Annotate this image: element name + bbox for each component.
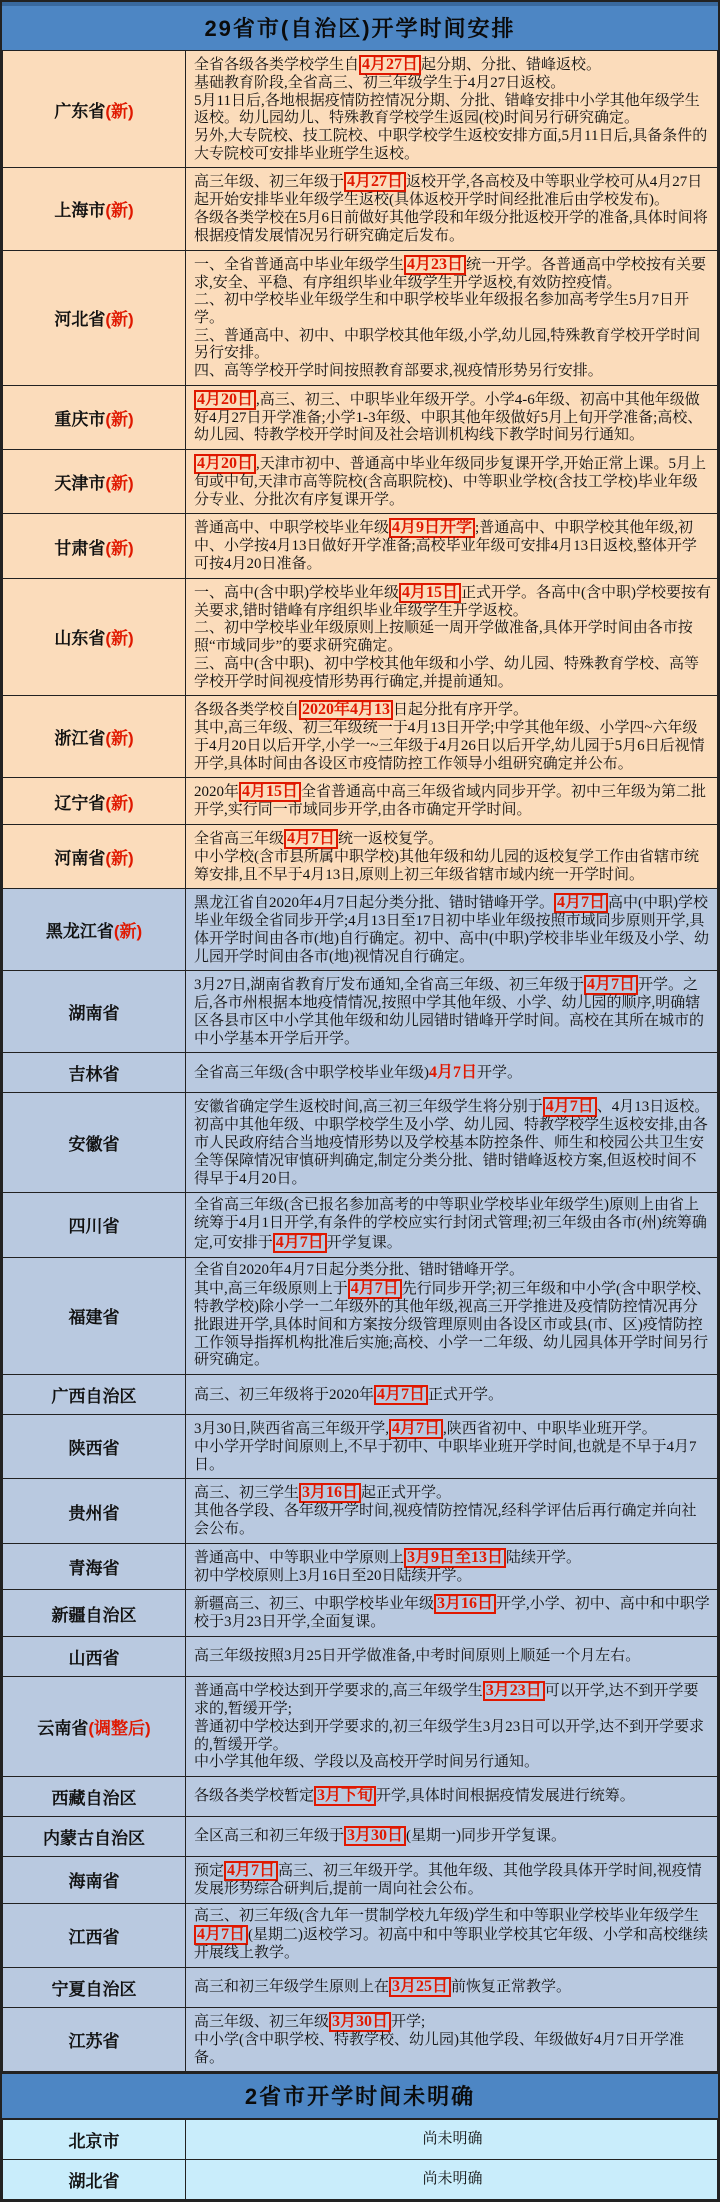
province-name: 云南省(调整后): [3, 1677, 186, 1777]
province-row: [3, 2007, 718, 2071]
province-status-text: 尚未明确: [186, 2120, 718, 2160]
schedule-line: 高三年级、初三年级 3月30日 开学;: [194, 2012, 426, 2030]
province-row: [3, 578, 718, 695]
schedule-line: 二、初中学校毕业年级学生和中职学校毕业年级报名参加高考学生5月7日开学。: [194, 292, 690, 326]
schedule-line: 初中学校原则上3月16日至20日陆续开学。: [194, 1567, 472, 1584]
province-schedule-text: [186, 1053, 718, 1093]
schedule-line: 高三年级按照3月25日开学做准备,中考时间原则上顺延一个月左右。: [194, 1647, 641, 1664]
province-schedule-text: [186, 385, 718, 449]
highlighted-date: 3月下旬: [314, 1786, 376, 1806]
schedule-line: 中小学开学时间原则上,不早于初中、中职毕业班开学时间,也就是不早于4月7日。: [194, 1439, 697, 1473]
highlighted-date: 2020年4月13: [299, 700, 393, 720]
unclear-province-row: [3, 2120, 718, 2160]
province-name: 宁夏自治区: [3, 1967, 186, 2007]
province-name: 辽宁省(新): [3, 778, 186, 825]
highlighted-date: 4月15日: [239, 782, 301, 802]
highlighted-date: 4月23日: [404, 255, 466, 275]
province-row: [3, 1677, 718, 1777]
province-row: [3, 1257, 718, 1374]
province-row: [3, 1543, 718, 1590]
schedule-line: 4月20日 ,天津市初中、普通高中毕业年级同步复课开学,开始正常上课。5月上旬或中旬,天津市高等院校(含高职院校)、中等职业学校(含技工学校)毕业年级分专业、分批次有序复课开学。: [194, 455, 707, 508]
province-status-tag: (新): [113, 922, 143, 942]
highlighted-date: 4月15日: [399, 583, 461, 603]
province-schedule-text: [186, 1093, 718, 1193]
schedule-line: 普通初中学校达到开学要求的,初三年级学生3月23日可以开学,达不到开学要求的,暂缓开学。: [194, 1718, 705, 1753]
highlighted-date: 3月16日: [299, 1483, 361, 1503]
province-row: [3, 1776, 718, 1816]
province-name: 湖南省: [3, 971, 186, 1053]
schedule-line: 全省高三年级(含中职学校毕业年级)4月7日开学。: [194, 1063, 523, 1081]
schedule-line: 全省高三年级 4月7日 统一返校复学。: [194, 829, 444, 847]
unclear-province-row: [3, 2160, 718, 2200]
schedule-line: 黑龙江省自2020年4月7日起分类分批、错时错峰开学。 4月7日 高中(中职)学校毕业年级全省同步开学;4月13日至17日初中毕业年级按照市域同步原则开学,具体开学时间由各市(地)自行确定。初中、高中(中职)学校非毕业年级及小学、幼儿园开学时间由各市(地)视情况自行确定。: [194, 894, 709, 965]
schedule-line: 预定 4月7日 高三、初三年级开学。其他年级、其他学段具体开学时间,视疫情发展形势综合研判后,提前一周向社会公布。: [194, 1861, 702, 1897]
schedule-line: 新疆高三、初三、中职学校毕业年级 3月16日 开学,小学、初中、高中和中职学校于3月23日开学,全面复课。: [194, 1595, 710, 1631]
highlighted-date: 4月7日: [554, 893, 608, 913]
province-schedule-text: [186, 450, 718, 514]
province-schedule-text: [186, 168, 718, 250]
province-name: 新疆自治区: [3, 1590, 186, 1637]
province-schedule-text: [186, 51, 718, 168]
province-schedule-text: [186, 1257, 718, 1374]
province-schedule-text: [186, 2007, 718, 2071]
highlighted-date: 4月7日: [389, 1419, 443, 1439]
province-status-tag: (新): [105, 310, 134, 330]
province-row: [3, 1816, 718, 1856]
highlighted-date: 4月7日: [284, 829, 338, 849]
province-row: [3, 1193, 718, 1257]
province-schedule-text: [186, 578, 718, 695]
highlighted-date: 4月20日: [194, 454, 256, 474]
province-status-text: 尚未明确: [186, 2160, 718, 2200]
schedule-line: 普通高中学校达到开学要求的,高三年级学生 3月23日 可以开学,达不到开学要求的,暂缓开学;: [194, 1682, 699, 1718]
province-status-tag: (新): [105, 474, 134, 494]
province-schedule-text: [186, 1856, 718, 1903]
province-schedule-text: [186, 824, 718, 888]
schedule-line: 二、初中学校毕业年级原则上按顺延一周开学做准备,具体开学时间由各市按照“市域同步”的要求研究确定。: [194, 620, 693, 655]
province-status-tag: (新): [105, 409, 134, 429]
province-schedule-text: [186, 1479, 718, 1543]
highlighted-date: 3月9日至13日: [404, 1548, 506, 1568]
highlighted-date: 4月7日: [584, 975, 638, 995]
province-row: [3, 1590, 718, 1637]
schedule-line: 全省各级各类学校学生自 4月27日 起分期、分批、错峰返校。: [194, 56, 602, 73]
province-name: 陕西省: [3, 1415, 186, 1479]
schedule-line: 三、普通高中、初中、中职学校其他年级,小学,幼儿园,特殊教育学校开学时间另行安排。: [194, 327, 701, 362]
province-schedule-text: [186, 1375, 718, 1415]
province-name: 天津市(新): [3, 450, 186, 514]
schedule-line: 普通高中、中职学校毕业年级 4月9日开学 ;普通高中、中职学校其他年级,初中、小学按4月13日做好开学准备;高校毕业年级可安排4月13日返校,整体开学可按4月20日准备。: [194, 519, 697, 573]
province-name: 山西省: [3, 1637, 186, 1677]
province-status-tag: (新): [105, 729, 134, 749]
schedule-line: 高三、初三年级(含九年一贯制学校九年级)学生和中等职业学校毕业年级学生4月7日 (星期二)返校学习。初高中和中等职业学校其它年级、小学和高校继续开展线上教学。: [194, 1907, 709, 1962]
highlighted-date: 4月7日: [224, 1861, 278, 1881]
province-schedule-text: [186, 971, 718, 1053]
province-row: [3, 1053, 718, 1093]
province-name: 河北省(新): [3, 250, 186, 385]
province-status-tag: (新): [105, 629, 134, 649]
schedule-line: 3月30日,陕西省高三年级开学, 4月7日 ,陕西省初中、中职毕业班开学。: [194, 1420, 657, 1437]
province-status-tag: (新): [105, 101, 134, 121]
unclear-table: [2, 2119, 718, 2200]
province-name: 山东省(新): [3, 578, 186, 695]
highlighted-date: 3月30日: [329, 2012, 391, 2032]
province-schedule-text: [186, 1967, 718, 2007]
schedule-line: 3月27日,湖南省教育厅发布通知,全省高三年级、初三年级于 4月7日 开学。之后,各市州根据本地疫情情况,按照中学其他年级、小学、幼儿园的顺序,明确辖区各县市区中小学其他年级和幼儿园错时错峰开学时间。高校在其所在城市的中小学基本开学后开学。: [194, 976, 705, 1047]
province-row: [3, 514, 718, 578]
highlighted-date: 3月30日: [344, 1826, 406, 1846]
province-schedule-text: [186, 1637, 718, 1677]
province-row: [3, 889, 718, 971]
schedule-line: 全区高三和初三年级于 3月30日 (星期一)同步开学复课。: [194, 1827, 567, 1845]
province-schedule-text: [186, 1816, 718, 1856]
province-schedule-text: [186, 1903, 718, 1967]
schedule-line: 其中,高三年级原则上于 4月7日 先行同步开学;初三年级和中小学(含中职学校、特教学校)除小学一二年级外的其他年级,视高三开学推进及疫情防控情况再分批跟进开学,具体时间和方案按分级管理原则由各设区市或县(市、区)疫情防控工作领导指挥机构批准后实施;高校、小学一二年级、幼儿园具体开学时间另行研究确定。: [194, 1280, 711, 1369]
highlighted-date: 4月9日开学: [389, 518, 475, 538]
province-row: [3, 696, 718, 778]
province-schedule-text: [186, 696, 718, 778]
highlighted-date: 4月7日: [194, 1925, 248, 1945]
province-name: 福建省: [3, 1257, 186, 1374]
province-row: [3, 1856, 718, 1903]
schedule-line: 一、全省普通高中毕业年级学生 4月23日 统一开学。各普通高中学校按有关要求,安全、平稳、有序组织毕业年级学生开学返校,有效防控疫情。: [194, 255, 707, 291]
highlighted-date: 4月20日: [194, 390, 256, 410]
schedule-line: 高三、初三年级将于2020年 4月7日 正式开学。: [194, 1385, 504, 1403]
schedule-line: 另外,大专院校、技工院校、中职学校学生返校安排方面,5月11日后,具备条件的大专院校可安排毕业班学生返校。: [194, 128, 708, 162]
schedule-line: 4月20日 ,高三、初三、中职毕业年级开学。小学4-6年级、初高中其他年级做好4月27日开学准备;小学1-3年级、中职其他年级做好5月上旬开学准备;高校、幼儿园、特教学校开学时间及社会培训机构线下教学时间另行通知。: [194, 390, 703, 444]
schedule-line: 5月11日后,各地根据疫情防控情况分期、分批、错峰安排中小学其他年级学生返校。幼儿园幼儿、特殊教育学校学生返园(校)时间另行研究确定。: [194, 92, 700, 127]
province-name: 黑龙江省(新): [3, 889, 186, 971]
highlighted-date: 4月7日: [429, 1063, 478, 1081]
schedule-line: 各级各类学校自 2020年4月13 日起分批有序开学。: [194, 701, 529, 719]
province-name: 江西省: [3, 1903, 186, 1967]
province-row: [3, 1479, 718, 1543]
province-name: 西藏自治区: [3, 1776, 186, 1816]
province-row: [3, 1637, 718, 1677]
province-row: [3, 824, 718, 888]
province-name: 海南省: [3, 1856, 186, 1903]
schedule-line: 四、高等学校开学时间按照教育部要求,视疫情形势另行安排。: [194, 362, 603, 379]
province-name: 内蒙古自治区: [3, 1816, 186, 1856]
highlighted-date: 4月27日: [344, 172, 406, 192]
unclear-table-body: [3, 2120, 718, 2200]
province-row: [3, 450, 718, 514]
schedule-line: 安徽省确定学生返校时间,高三初三年级学生将分别于 4月7日 、4月13日返校。初高中其他年级、中职学校学生及小学、幼儿园、特教学校学生返校安排,由各市人民政府结合当地疫情形势以及学校基本防控条件、师生和校园公共卫生安全等保障情况审慎研判确定,制定分类分批、错时错峰返校方案,但返校时间不得早于4月20日。: [194, 1098, 710, 1187]
highlighted-date: 3月23日: [483, 1681, 545, 1701]
provinces-table-body: [3, 51, 718, 2072]
highlighted-date: 4月27日: [359, 55, 421, 75]
province-schedule-text: [186, 1415, 718, 1479]
highlighted-date: 4月7日: [348, 1279, 402, 1299]
province-status-tag: (调整后): [88, 1719, 151, 1738]
province-schedule-text: [186, 1590, 718, 1637]
main-section-title: 29省市(自治区)开学时间安排: [204, 16, 516, 41]
schedule-line: 普通高中、中等职业中学原则上 3月9日至13日 陆续开学。: [194, 1548, 582, 1566]
province-name: 浙江省(新): [3, 696, 186, 778]
province-row: [3, 1903, 718, 1967]
schedule-line: 高三和初三年级学生原则上在 3月25日 前恢复正常教学。: [194, 1978, 572, 1996]
province-name: 安徽省: [3, 1093, 186, 1193]
schedule-line: 2020年 4月15日 全省普通高中高三年级省域内同步开学。初中三年级为第二批开学,实行同一市域同步开学,由各市确定开学时间。: [194, 783, 707, 819]
province-schedule-text: [186, 1776, 718, 1816]
schedule-line: 三、高中(含中职)、初中学校其他年级和小学、幼儿园、特殊教育学校、高等学校开学时间视疫情形势再行确定,并提前通知。: [194, 655, 699, 690]
highlighted-date: 4月7日: [374, 1385, 428, 1405]
schedule-line: 中小学其他年级、学段以及高校开学时间另行通知。: [194, 1754, 540, 1771]
province-schedule-text: [186, 514, 718, 578]
province-name: 湖北省: [3, 2160, 186, 2200]
province-schedule-text: [186, 1677, 718, 1777]
province-row: [3, 385, 718, 449]
province-schedule-text: [186, 889, 718, 971]
province-row: [3, 51, 718, 168]
province-schedule-text: [186, 778, 718, 825]
schedule-line: 一、高中(含中职)学校毕业年级 4月15日 正式开学。各高中(含中职)学校要按有关要求,错时错峰有序组织毕业年级学生开学返校。: [194, 583, 712, 619]
province-name: 河南省(新): [3, 824, 186, 888]
province-name: 青海省: [3, 1543, 186, 1590]
province-status-tag: (新): [105, 538, 134, 558]
schedule-line: 基础教育阶段,全省高三、初三年级学生于4月27日返校。: [194, 75, 566, 91]
province-row: [3, 971, 718, 1053]
province-schedule-text: [186, 250, 718, 385]
schedule-line: 各级各类学校在5月6日前做好其他学段和年级分批返校开学的准备,具体时间将根据疫情发展情况另行研究确定后发布。: [194, 210, 708, 244]
schedule-line: 高三年级、初三年级于 4月27日 返校开学,各高校及中等职业学校可从4月27日起开始安排毕业年级学生返校(具体返校开学时间经批准后由学校发布)。: [194, 173, 703, 209]
highlighted-date: 3月25日: [389, 1977, 451, 1997]
highlighted-date: 4月7日: [543, 1097, 597, 1117]
province-name: 贵州省: [3, 1479, 186, 1543]
province-row: [3, 1967, 718, 2007]
unclear-section-title: 2省市开学时间未明确: [244, 2084, 476, 2110]
province-status-tag: (新): [105, 201, 134, 221]
province-name: 重庆市(新): [3, 385, 186, 449]
province-name: 上海市(新): [3, 168, 186, 250]
schedule-line: 中小学(含中职学校、特教学校、幼儿园)其他学段、年级做好4月7日开学准备。: [194, 2031, 684, 2066]
province-row: [3, 250, 718, 385]
schedule-line: 全省自2020年4月7日起分类分批、错时错峰开学。: [194, 1261, 525, 1278]
unclear-section-header: [2, 2072, 718, 2119]
schedule-line: 中小学校(含市县所属中职学校)其他年级和幼儿园的返校复学工作由省辖市统筹安排,且不早于4月13日,原则上初三年级省辖市域内统一开学时间。: [194, 848, 699, 883]
province-name: 四川省: [3, 1193, 186, 1257]
province-name: 甘肃省(新): [3, 514, 186, 578]
province-row: [3, 1093, 718, 1193]
schedule-line: 其中,高三年级、初三年级统一于4月13日开学;中学其他年级、小学四~六年级于4月20日以后开学,小学一~三年级于4月26日以后开学,幼儿园于5月6日后视情开学,具体时间由各设区市疫情防控工作领导小组研究确定并公布。: [194, 720, 705, 772]
schedule-line: 高三、初三学生 3月16日 起正式开学。: [194, 1484, 452, 1502]
schedule-line: 全省高三年级(含已报名参加高考的中等职业学校毕业年级学生)原则上由省上统筹于4月1日开学,有条件的学校应实行封闭式管理;初三年级由各市(州)统筹确定,可安排于 4月7日 开学复课。: [194, 1197, 707, 1251]
province-status-tag: (新): [105, 793, 134, 813]
province-schedule-text: [186, 1193, 718, 1257]
schedule-line: 各级各类学校暂定 3月下旬 开学,具体时间根据疫情发展进行统筹。: [194, 1787, 635, 1805]
main-section-header: [2, 2, 718, 50]
province-name: 广西自治区: [3, 1375, 186, 1415]
provinces-table: [2, 50, 718, 2072]
province-row: [3, 168, 718, 250]
province-name: 江苏省: [3, 2007, 186, 2071]
highlighted-date: 4月7日: [273, 1233, 327, 1253]
province-row: [3, 778, 718, 825]
province-row: [3, 1415, 718, 1479]
province-name: 吉林省: [3, 1053, 186, 1093]
province-name: 广东省(新): [3, 51, 186, 168]
province-schedule-text: [186, 1543, 718, 1590]
province-row: [3, 1375, 718, 1415]
province-name: 北京市: [3, 2120, 186, 2160]
province-status-tag: (新): [105, 849, 134, 869]
highlighted-date: 3月16日: [434, 1594, 496, 1614]
schedule-line: 其他各学段、各年级开学时间,视疫情防控情况,经科学评估后再行确定并向社会公布。: [194, 1503, 697, 1538]
